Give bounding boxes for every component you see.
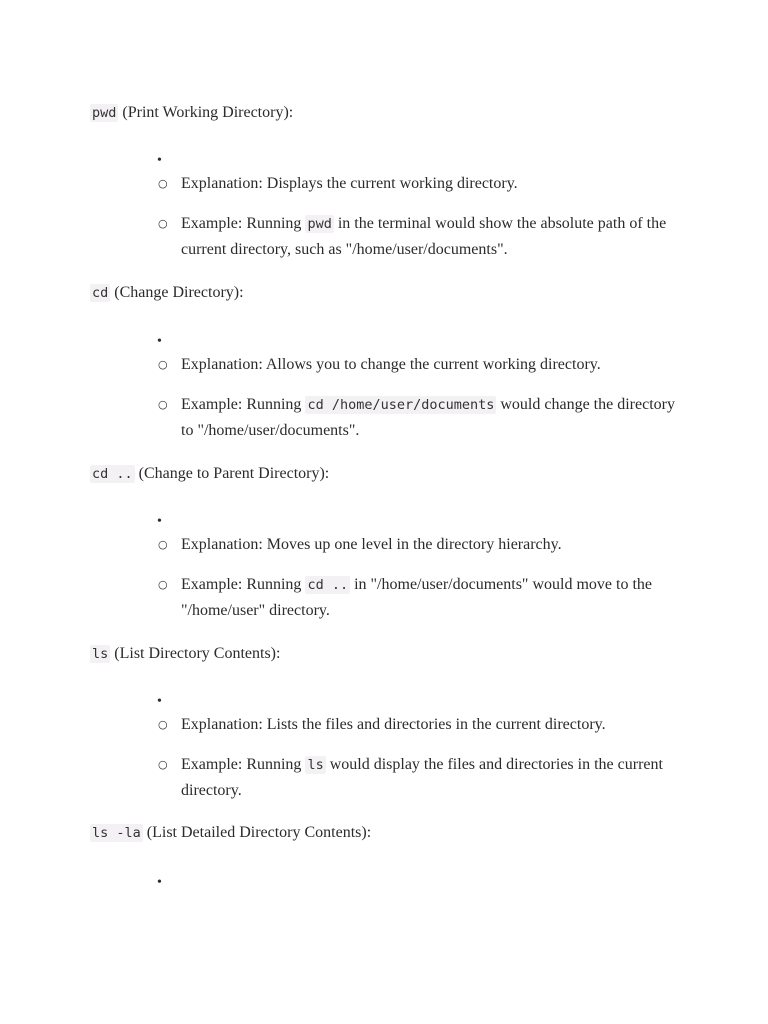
section-title: (Change to Parent Directory):: [134, 465, 330, 482]
section-heading-cd: [90, 283, 244, 303]
example-suffix: would change the directory to "/home/user/documents".: [181, 396, 675, 439]
example-prefix: Example: Running: [181, 756, 306, 773]
example-suffix: in "/home/user/documents" would move to the "/home/user" directory.: [181, 576, 652, 619]
bullet-icon: •: [157, 694, 162, 709]
section-title: (List Directory Contents):: [110, 645, 281, 662]
example-code: cd /home/user/documents: [307, 397, 495, 413]
circle-bullet-icon: ○: [158, 177, 168, 190]
explanation-text: Explanation: Displays the current working directory.: [181, 175, 518, 192]
command-code: ls: [92, 646, 109, 662]
example-text: [181, 211, 676, 263]
circle-bullet-icon: ○: [158, 358, 168, 371]
command-code: pwd: [92, 105, 117, 121]
bullet-icon: •: [157, 153, 162, 168]
explanation-text: Explanation: Allows you to change the current working directory.: [181, 356, 601, 373]
circle-bullet-icon: ○: [158, 538, 168, 551]
example-text: [181, 752, 676, 804]
section-title: (Print Working Directory):: [118, 104, 294, 121]
example-code: cd ..: [307, 577, 349, 593]
example-suffix: would display the files and directories in the current directory.: [181, 756, 663, 799]
section-title: (List Detailed Directory Contents):: [142, 824, 372, 841]
circle-bullet-icon: ○: [158, 578, 168, 591]
bullet-icon: •: [157, 514, 162, 529]
example-prefix: Example: Running: [181, 215, 306, 232]
circle-bullet-icon: ○: [158, 718, 168, 731]
circle-bullet-icon: ○: [158, 398, 168, 411]
section-heading-ls: [90, 644, 280, 664]
example-code: ls: [307, 757, 324, 773]
circle-bullet-icon: ○: [158, 217, 168, 230]
example-prefix: Example: Running: [181, 396, 306, 413]
circle-bullet-icon: ○: [158, 758, 168, 771]
example-suffix: in the terminal would show the absolute path of the current directory, such as "/home/user/documents".: [181, 215, 667, 258]
command-code: cd: [92, 285, 109, 301]
section-heading-pwd: [90, 103, 293, 123]
example-prefix: Example: Running: [181, 576, 306, 593]
section-heading-cd-parent: [90, 464, 329, 484]
example-text: [181, 392, 676, 444]
explanation-text: Explanation: Lists the files and directories in the current directory.: [181, 716, 606, 733]
example-code: pwd: [307, 216, 332, 232]
bullet-icon: •: [157, 875, 162, 890]
section-heading-ls-la: [90, 823, 371, 843]
command-code: ls -la: [92, 825, 141, 841]
explanation-text: Explanation: Moves up one level in the directory hierarchy.: [181, 536, 562, 553]
command-code: cd ..: [92, 466, 133, 482]
section-title: (Change Directory):: [110, 284, 244, 301]
example-text: [181, 572, 676, 624]
bullet-icon: •: [157, 334, 162, 349]
